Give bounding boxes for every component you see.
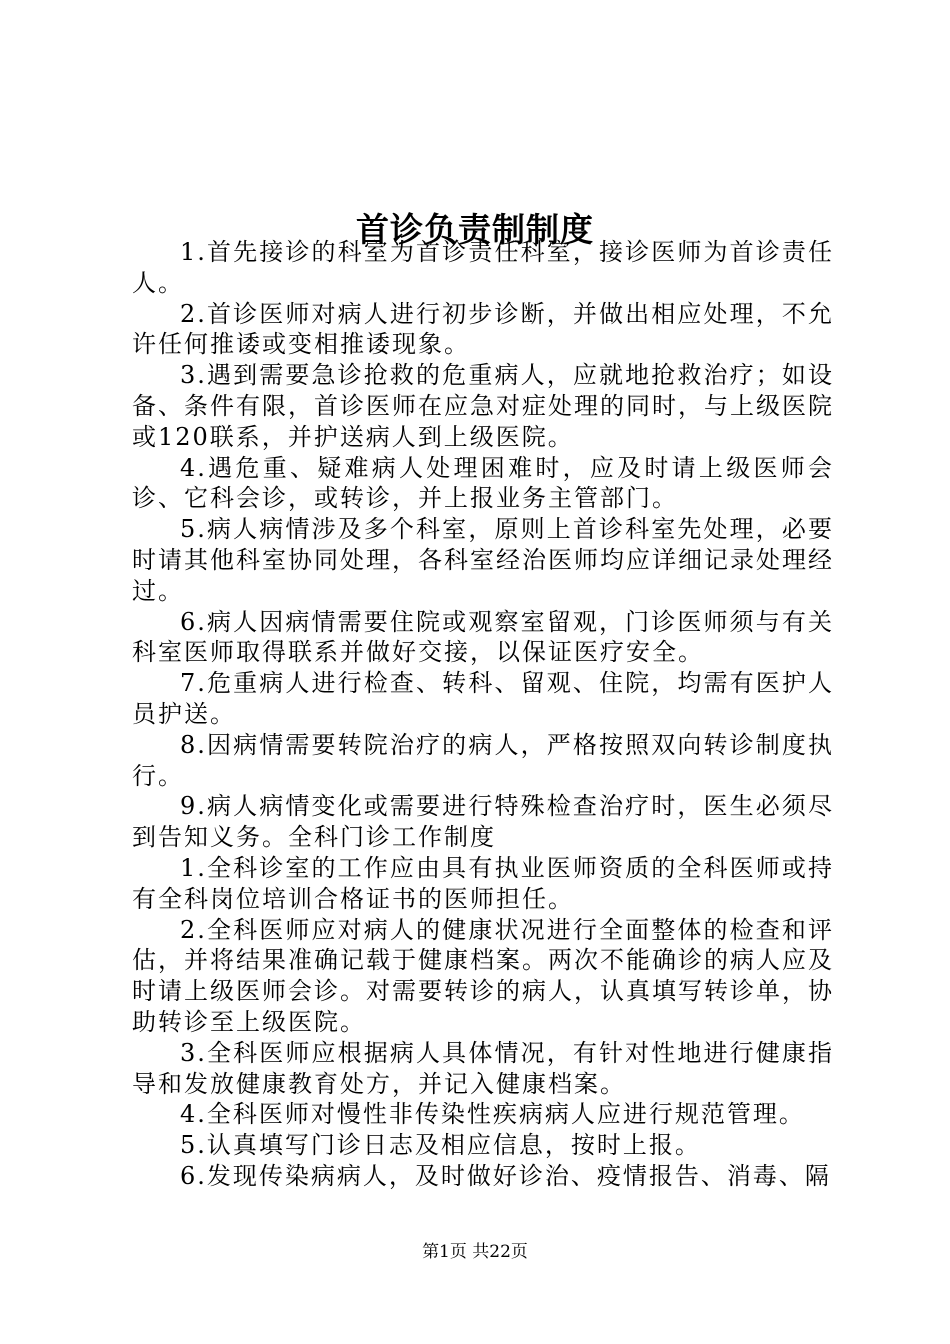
paragraph: 2.全科医师应对病人的健康状况进行全面整体的检查和评估，并将结果准确记载于健康档案。两次不能确诊的病人应及时请上级医师会诊。对需要转诊的病人，认真填写转诊单，协助转诊至上级医院。	[132, 915, 834, 1036]
paragraph: 5.认真填写门诊日志及相应信息，按时上报。	[180, 1131, 701, 1160]
paragraph: 2.首诊医师对病人进行初步诊断，并做出相应处理，不允许任何推诿或变相推诿现象。	[132, 299, 834, 359]
paragraph: 5.病人病情涉及多个科室，原则上首诊科室先处理，必要时请其他科室协同处理，各科室经治医师均应详细记录处理经过。	[132, 515, 834, 605]
paragraph: 3.全科医师应根据病人具体情况，有针对性地进行健康指导和发放健康教育处方，并记入健康档案。	[132, 1038, 834, 1098]
paragraph: 6.病人因病情需要住院或观察室留观，门诊医师须与有关科室医师取得联系并做好交接，以保证医疗安全。	[132, 607, 834, 667]
paragraph: 8.因病情需要转院治疗的病人，严格按照双向转诊制度执行。	[132, 730, 834, 790]
paragraph: 9.病人病情变化或需要进行特殊检查治疗时，医生必须尽到告知义务。全科门诊工作制度	[132, 792, 834, 852]
paragraph: 3.遇到需要急诊抢救的危重病人，应就地抢救治疗；如设备、条件有限，首诊医师在应急对症处理的同时，与上级医院或120联系，并护送病人到上级医院。	[132, 361, 834, 451]
document-title: 首诊负责制制度	[356, 210, 594, 250]
paragraph: 4.全科医师对慢性非传染性疾病病人应进行规范管理。	[180, 1100, 805, 1129]
paragraph: 1.首先接诊的科室为首诊责任科室，接诊医师为首诊责任人。	[132, 238, 834, 297]
document-body	[132, 237, 834, 1192]
paragraph: 1.全科诊室的工作应由具有执业医师资质的全科医师或持有全科岗位培训合格证书的医师担任。	[132, 853, 834, 913]
paragraph: 7.危重病人进行检查、转科、留观、住院，均需有医护人员护送。	[132, 669, 834, 728]
paragraph: 6.发现传染病病人，及时做好诊治、疫情报告、消毒、隔	[180, 1161, 831, 1190]
paragraph: 4.遇危重、疑难病人处理困难时，应及时请上级医师会诊、它科会诊，或转诊，并上报业务主管部门。	[132, 453, 834, 513]
page-indicator: 第1页 共22页	[422, 1242, 528, 1262]
